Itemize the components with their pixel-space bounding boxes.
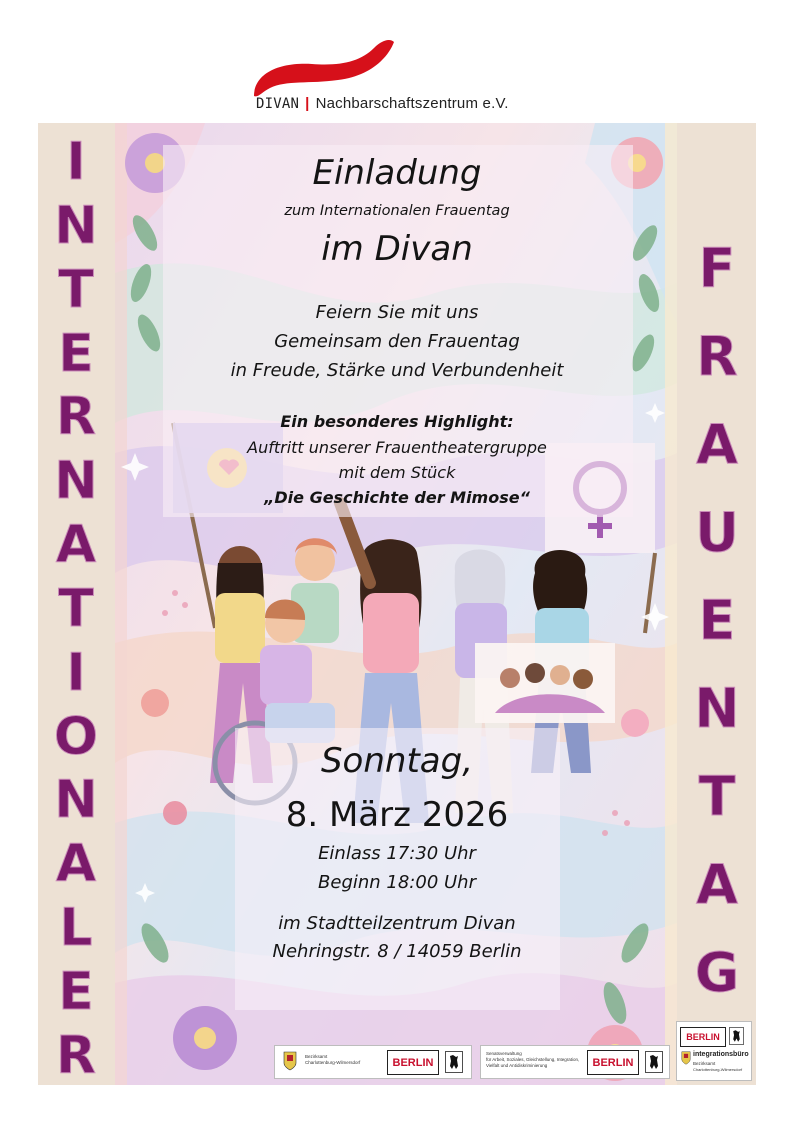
vertical-letter: O (53, 706, 99, 767)
vertical-letter: A (55, 515, 97, 576)
invitation-subtitle: zum Internationalen Frauentag (284, 203, 510, 219)
event-address: Nehringstr. 8 / 14059 Berlin (272, 941, 522, 962)
berlin-wordmark: BERLIN (587, 1050, 639, 1075)
invitation-line-1: Feiern Sie mit uns (315, 302, 479, 323)
invitation-line-2: Gemeinsam den Frauentag (274, 331, 520, 352)
berlin-bear-icon (729, 1027, 744, 1045)
vertical-letter: E (698, 589, 736, 652)
vertical-letter: E (58, 323, 94, 384)
vertical-letter: I (66, 132, 86, 192)
event-date: 8. März 2026 (285, 795, 509, 835)
event-day: Sonntag, (320, 741, 474, 781)
berlin-bear-icon (645, 1051, 663, 1073)
vertical-letter: N (54, 770, 98, 831)
sponsor-logo-integration-office (676, 1021, 752, 1081)
senate-label-line2: für Arbeit, Soziales, Gleichstellung, Integration, (486, 1057, 580, 1062)
highlight-line-2: mit dem Stück (338, 463, 456, 482)
play-title: „Die Geschichte der Mimose“ (264, 488, 530, 507)
invitation-title: Einladung (312, 153, 482, 193)
vertical-letter: E (58, 961, 94, 1022)
berlin-bear-icon (445, 1051, 463, 1073)
org-full-name: Nachbarschaftszentrum e.V. (315, 95, 509, 112)
berlin-wordmark: BERLIN (680, 1027, 726, 1047)
vertical-letter: T (58, 259, 94, 320)
vertical-letter: A (696, 853, 738, 916)
senate-label-line3: Vielfalt und Antidiskriminierung (486, 1063, 548, 1068)
vertical-letter: N (694, 677, 740, 740)
sponsor-logo-senate-berlin (480, 1045, 670, 1079)
vertical-letter: R (55, 1025, 97, 1085)
vertical-letter: N (54, 195, 98, 256)
divan-logo-swoosh-icon (248, 36, 398, 100)
vertical-letter: L (59, 898, 93, 959)
vertical-letter: T (698, 765, 736, 828)
event-venue: im Stadtteilzentrum Divan (278, 913, 516, 934)
district-crest-icon (283, 1051, 297, 1071)
vertical-letter: I (66, 642, 86, 703)
sponsor-logo-district-berlin (274, 1045, 472, 1079)
logo-divider: | (305, 95, 310, 112)
integration-office-label: integrationsbüro (693, 1051, 749, 1058)
district-label-line2: Charlottenburg-Wilmersdorf (305, 1060, 361, 1065)
vertical-letter: G (694, 941, 740, 1004)
highlight-line-1: Auftritt unserer Frauentheatergruppe (247, 438, 547, 457)
vertical-letter: R (55, 387, 97, 448)
event-entry-time: Einlass 17:30 Uhr (318, 843, 476, 864)
senate-label-line1: Senatsverwaltung (486, 1051, 522, 1056)
org-short-name: DIVAN (256, 96, 300, 112)
invitation-location-title: im Divan (321, 229, 473, 269)
district-label-line1: Bezirksamt (305, 1054, 328, 1059)
vertical-letter: U (695, 501, 739, 564)
district-crest-icon (681, 1051, 691, 1065)
invitation-line-3: in Freude, Stärke und Verbundenheit (230, 360, 564, 381)
event-start-time: Beginn 18:00 Uhr (318, 872, 476, 893)
highlight-label: Ein besonderes Highlight: (280, 412, 514, 431)
vertical-letter: A (696, 413, 738, 476)
vertical-letter: T (58, 578, 94, 639)
integration-sub-line1: Bezirksamt (693, 1061, 716, 1066)
org-logo-text (256, 95, 576, 117)
vertical-letter: R (696, 325, 738, 388)
vertical-letter: A (55, 834, 97, 895)
berlin-wordmark: BERLIN (387, 1050, 439, 1075)
vertical-letter: N (54, 451, 98, 512)
vertical-letter: F (698, 237, 736, 300)
integration-sub-line2: Charlottenburg-Wilmersdorf (693, 1067, 743, 1072)
